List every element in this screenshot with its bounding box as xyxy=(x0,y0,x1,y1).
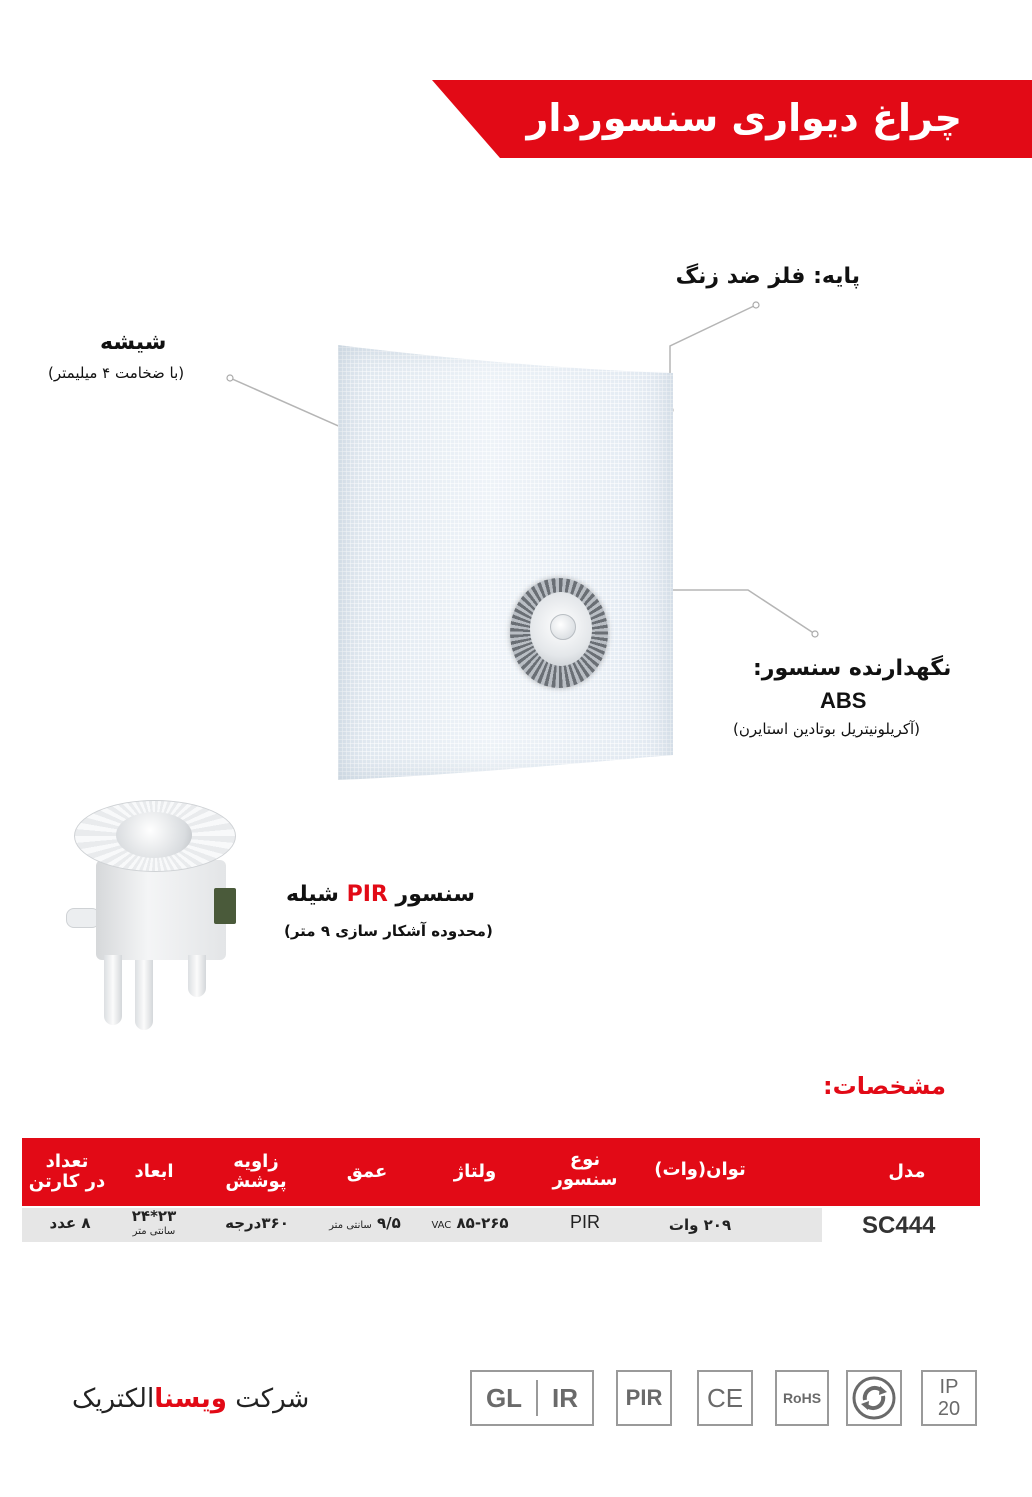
td-sensor: PIR xyxy=(569,1212,600,1232)
pir-sensor-lens xyxy=(116,812,192,858)
callout-line-base xyxy=(670,305,756,410)
label-base: پایه: فلز ضد زنگ xyxy=(675,264,860,289)
td-dims xyxy=(112,1208,196,1240)
pir-title-suffix: شیله xyxy=(286,882,339,907)
th-depth: عمق xyxy=(346,1161,388,1182)
rohs-badge: RoHS xyxy=(775,1370,829,1426)
td-voltage-unit: VAC xyxy=(431,1220,452,1231)
label-glass-sub: (با ضخامت ۴ میلیمتر) xyxy=(48,364,185,382)
th-sensor-type-line1: نوع xyxy=(569,1149,601,1170)
pir-badge: PIR xyxy=(616,1370,672,1426)
td-angle: ۳۶۰درجه xyxy=(225,1214,289,1232)
page-title: چراغ دیواری سنسوردار xyxy=(526,96,962,140)
pir-title xyxy=(286,882,475,907)
pir-leg-left xyxy=(104,955,122,1025)
td-qty: ۸ عدد xyxy=(49,1214,91,1232)
ce-badge: CE xyxy=(697,1370,753,1426)
td-voltage xyxy=(410,1214,530,1232)
pir-sensor-body xyxy=(96,860,226,960)
lamp-glass-shade xyxy=(338,345,673,780)
td-dims-unit: سانتی متر xyxy=(132,1226,176,1237)
th-angle-line1: زاویه xyxy=(233,1151,279,1172)
th-qty-line2: در کارتن xyxy=(28,1171,106,1192)
td-dims-value: ۲۳*۲۴ xyxy=(131,1207,177,1225)
callout-dot-holder xyxy=(812,631,818,637)
td-voltage-value: ۸۵-۲۶۵ xyxy=(456,1214,509,1232)
company-brand: ویسنا xyxy=(154,1384,227,1414)
th-angle-line2: پوشش xyxy=(225,1171,287,1192)
label-holder: نگهدارنده سنسور: xyxy=(753,656,952,681)
gl-ir-badge xyxy=(470,1370,594,1426)
label-holder-sub: (آکریلونیتریل بوتادین استایرن) xyxy=(733,720,920,738)
label-glass: شیشه xyxy=(100,330,167,355)
td-depth-unit: سانتی متر xyxy=(329,1220,372,1231)
ir-label: IR xyxy=(552,1382,579,1413)
th-sensor-type-line2: سنسور xyxy=(552,1169,618,1190)
callout-dot-glass xyxy=(227,375,233,381)
pir-leg-middle xyxy=(135,960,153,1030)
company-name xyxy=(72,1384,309,1414)
th-power: توان(وات) xyxy=(654,1159,746,1180)
pir-title-prefix: سنسور xyxy=(395,882,475,907)
th-dims: ابعاد xyxy=(134,1161,174,1182)
sensor-dome xyxy=(550,614,576,640)
recycle-badge xyxy=(846,1370,902,1426)
td-model: SC444 xyxy=(862,1212,936,1239)
company-suffix: الکتریک xyxy=(72,1384,155,1414)
th-model: مدل xyxy=(888,1161,926,1182)
th-qty-line1: تعداد xyxy=(45,1151,89,1172)
td-power: ۲۰۹ وات xyxy=(668,1216,732,1234)
pir-terminal-block xyxy=(214,888,236,924)
gl-label: GL xyxy=(485,1382,523,1413)
company-prefix: شرکت xyxy=(235,1384,310,1414)
specs-title: مشخصات: xyxy=(823,1072,946,1100)
recycle-icon xyxy=(852,1376,896,1420)
ip-rating: 20 xyxy=(937,1398,961,1420)
td-depth xyxy=(310,1214,420,1232)
td-depth-value: ۹/۵ xyxy=(377,1214,401,1232)
pir-side-nub xyxy=(66,908,100,928)
th-voltage: ولتاژ xyxy=(453,1161,497,1182)
pir-title-highlight: PIR xyxy=(346,882,388,907)
pir-subtitle: (محدوده آشکار سازی ۹ متر) xyxy=(284,922,493,940)
th-sensor-type xyxy=(540,1150,630,1190)
th-angle xyxy=(208,1152,304,1192)
th-qty xyxy=(22,1152,112,1192)
gl-ir-divider xyxy=(536,1380,538,1416)
ip-label: IP xyxy=(939,1376,959,1398)
ip20-badge xyxy=(921,1370,977,1426)
pir-leg-right xyxy=(188,955,206,997)
label-holder-material: ABS xyxy=(820,688,867,713)
callout-dot-base xyxy=(753,302,759,308)
